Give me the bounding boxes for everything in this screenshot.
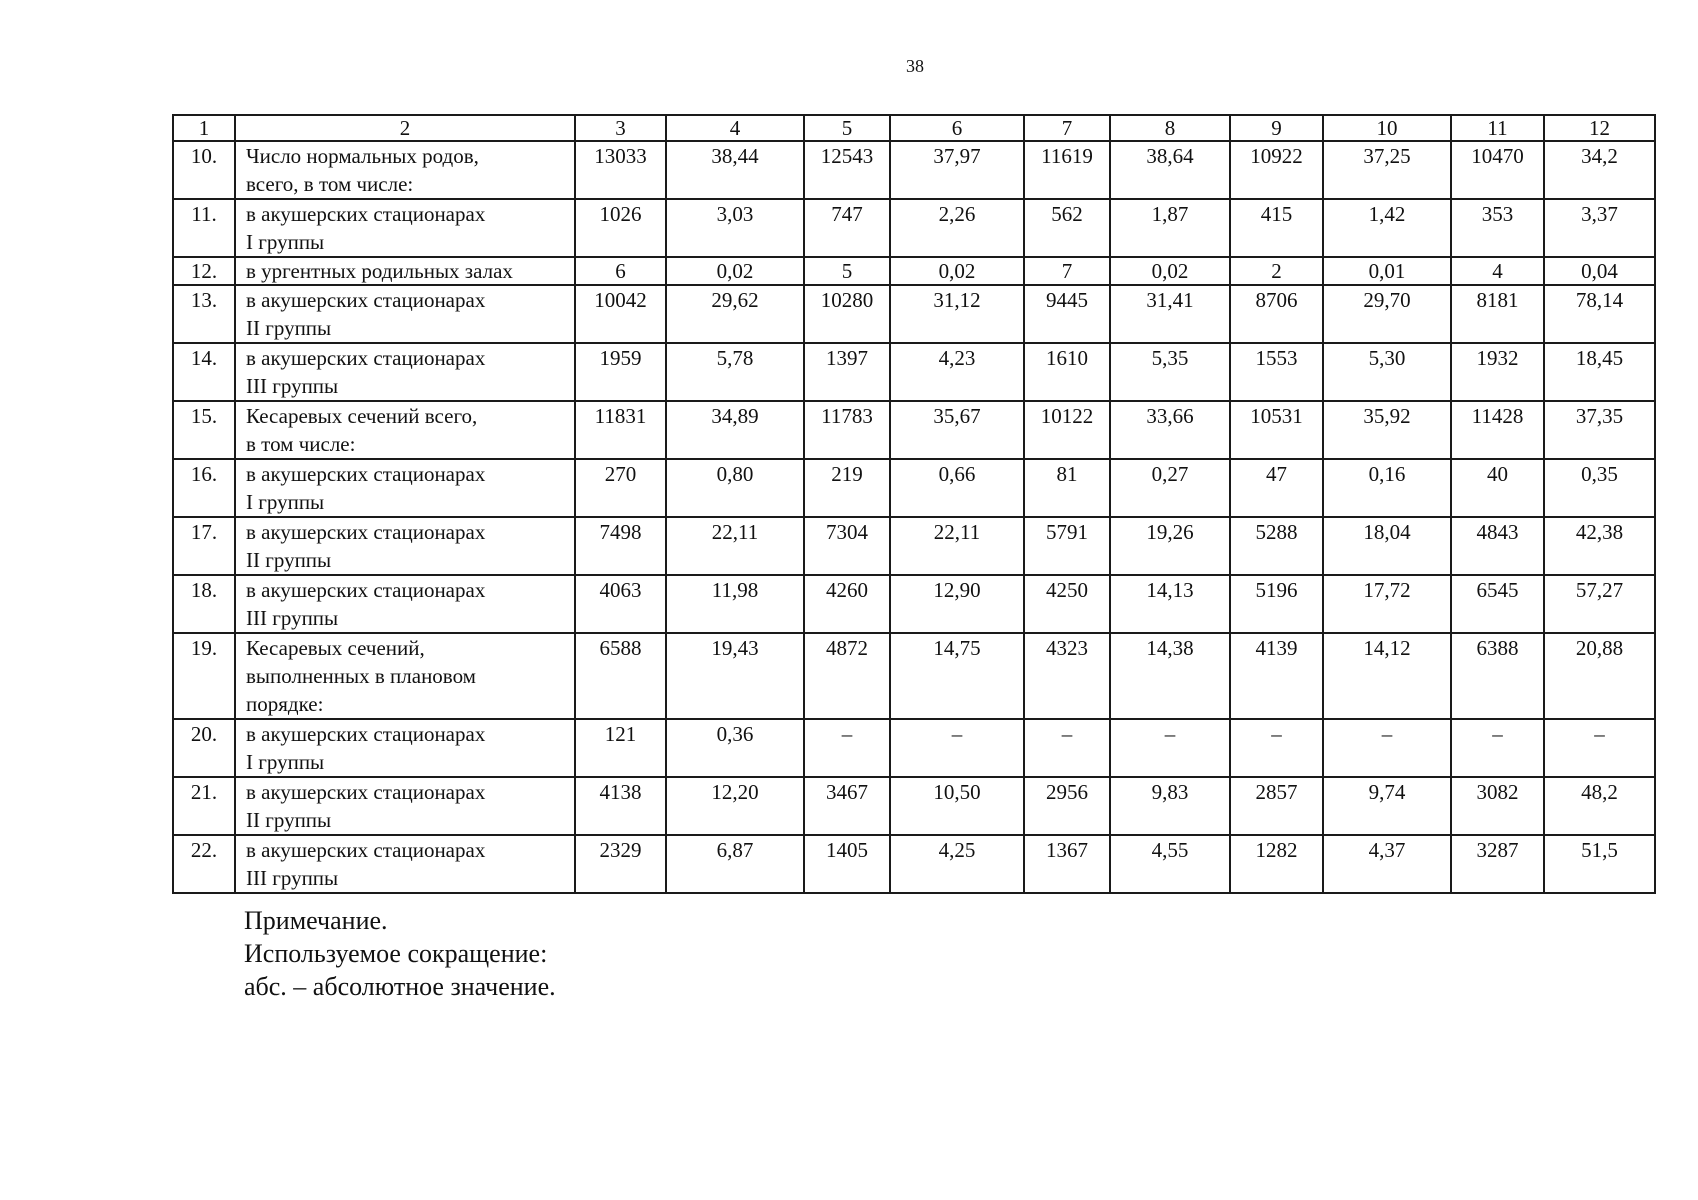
value-cell: 4063 xyxy=(575,575,666,633)
value-cell: 1026 xyxy=(575,199,666,257)
row-label-cell: в акушерских стационарах II группы xyxy=(235,777,575,835)
column-number-header: 4 xyxy=(666,115,804,141)
value-cell: 0,35 xyxy=(1544,459,1655,517)
value-cell: 33,66 xyxy=(1110,401,1230,459)
value-cell: 4843 xyxy=(1451,517,1544,575)
value-cell: 6 xyxy=(575,257,666,285)
page-number: 38 xyxy=(906,56,924,76)
row-number-cell: 19. xyxy=(173,633,235,719)
column-number-header: 11 xyxy=(1451,115,1544,141)
column-number-header: 9 xyxy=(1230,115,1323,141)
value-cell: 18,04 xyxy=(1323,517,1451,575)
value-cell: 0,27 xyxy=(1110,459,1230,517)
table-row xyxy=(173,401,1655,459)
table-row xyxy=(173,517,1655,575)
row-number-cell: 11. xyxy=(173,199,235,257)
row-number-cell: 13. xyxy=(173,285,235,343)
value-cell: 10280 xyxy=(804,285,890,343)
note-abbreviation-definition: абс. – абсолютное значение. xyxy=(244,972,556,1001)
value-cell: 29,70 xyxy=(1323,285,1451,343)
row-label-cell: в акушерских стационарах III группы xyxy=(235,343,575,401)
value-cell: 11619 xyxy=(1024,141,1110,199)
column-number-header: 6 xyxy=(890,115,1024,141)
column-number-header: 12 xyxy=(1544,115,1655,141)
value-cell: 3467 xyxy=(804,777,890,835)
value-cell: 1610 xyxy=(1024,343,1110,401)
column-number-header: 5 xyxy=(804,115,890,141)
value-cell: 0,80 xyxy=(666,459,804,517)
table-row xyxy=(173,257,1655,285)
table-header-row xyxy=(173,115,1655,141)
value-cell: 37,35 xyxy=(1544,401,1655,459)
value-cell: 5288 xyxy=(1230,517,1323,575)
note-abbreviation-heading: Используемое сокращение: xyxy=(244,939,548,968)
value-cell: 17,72 xyxy=(1323,575,1451,633)
value-cell: 11783 xyxy=(804,401,890,459)
column-number-header: 10 xyxy=(1323,115,1451,141)
value-cell: 2329 xyxy=(575,835,666,893)
row-label-cell: в акушерских стационарах I группы xyxy=(235,719,575,777)
value-cell: 6588 xyxy=(575,633,666,719)
value-cell: 10922 xyxy=(1230,141,1323,199)
value-cell: 0,02 xyxy=(666,257,804,285)
value-cell: 19,26 xyxy=(1110,517,1230,575)
value-cell: 5791 xyxy=(1024,517,1110,575)
value-cell: – xyxy=(1110,719,1230,777)
value-cell: 35,67 xyxy=(890,401,1024,459)
value-cell: 4323 xyxy=(1024,633,1110,719)
column-number-header: 2 xyxy=(235,115,575,141)
value-cell: 37,97 xyxy=(890,141,1024,199)
value-cell: 0,01 xyxy=(1323,257,1451,285)
row-label-cell: Кесаревых сечений всего, в том числе: xyxy=(235,401,575,459)
value-cell: 14,12 xyxy=(1323,633,1451,719)
row-number-cell: 21. xyxy=(173,777,235,835)
value-cell: 20,88 xyxy=(1544,633,1655,719)
value-cell: 8181 xyxy=(1451,285,1544,343)
value-cell: 0,16 xyxy=(1323,459,1451,517)
value-cell: 6,87 xyxy=(666,835,804,893)
row-number-cell: 18. xyxy=(173,575,235,633)
value-cell: 78,14 xyxy=(1544,285,1655,343)
value-cell: 3287 xyxy=(1451,835,1544,893)
table-row xyxy=(173,343,1655,401)
value-cell: 1932 xyxy=(1451,343,1544,401)
value-cell: 1553 xyxy=(1230,343,1323,401)
value-cell: 38,44 xyxy=(666,141,804,199)
value-cell: 0,02 xyxy=(890,257,1024,285)
value-cell: 1397 xyxy=(804,343,890,401)
value-cell: 37,25 xyxy=(1323,141,1451,199)
value-cell: 31,41 xyxy=(1110,285,1230,343)
value-cell: 22,11 xyxy=(890,517,1024,575)
value-cell: 5,35 xyxy=(1110,343,1230,401)
row-label-cell: в акушерских стационарах I группы xyxy=(235,459,575,517)
value-cell: 747 xyxy=(804,199,890,257)
row-number-cell: 12. xyxy=(173,257,235,285)
row-number-cell: 15. xyxy=(173,401,235,459)
value-cell: 0,66 xyxy=(890,459,1024,517)
value-cell: 12543 xyxy=(804,141,890,199)
value-cell: 48,2 xyxy=(1544,777,1655,835)
value-cell: 9,83 xyxy=(1110,777,1230,835)
value-cell: 5,78 xyxy=(666,343,804,401)
value-cell: 1,42 xyxy=(1323,199,1451,257)
value-cell: 562 xyxy=(1024,199,1110,257)
column-number-header: 1 xyxy=(173,115,235,141)
value-cell: 11428 xyxy=(1451,401,1544,459)
table-row xyxy=(173,285,1655,343)
value-cell: 6388 xyxy=(1451,633,1544,719)
value-cell: 4872 xyxy=(804,633,890,719)
value-cell: 9445 xyxy=(1024,285,1110,343)
value-cell: 5,30 xyxy=(1323,343,1451,401)
value-cell: – xyxy=(890,719,1024,777)
value-cell: 219 xyxy=(804,459,890,517)
value-cell: – xyxy=(1230,719,1323,777)
value-cell: 1367 xyxy=(1024,835,1110,893)
row-number-cell: 22. xyxy=(173,835,235,893)
value-cell: 10,50 xyxy=(890,777,1024,835)
row-number-cell: 16. xyxy=(173,459,235,517)
value-cell: 38,64 xyxy=(1110,141,1230,199)
value-cell: 9,74 xyxy=(1323,777,1451,835)
value-cell: 11831 xyxy=(575,401,666,459)
value-cell: 12,20 xyxy=(666,777,804,835)
value-cell: 14,38 xyxy=(1110,633,1230,719)
value-cell: 40 xyxy=(1451,459,1544,517)
value-cell: 11,98 xyxy=(666,575,804,633)
value-cell: 10042 xyxy=(575,285,666,343)
value-cell: 4138 xyxy=(575,777,666,835)
value-cell: 2,26 xyxy=(890,199,1024,257)
value-cell: 0,02 xyxy=(1110,257,1230,285)
value-cell: 270 xyxy=(575,459,666,517)
value-cell: 121 xyxy=(575,719,666,777)
value-cell: 47 xyxy=(1230,459,1323,517)
value-cell: 6545 xyxy=(1451,575,1544,633)
value-cell: 29,62 xyxy=(666,285,804,343)
table-row xyxy=(173,633,1655,719)
value-cell: 2857 xyxy=(1230,777,1323,835)
row-number-cell: 14. xyxy=(173,343,235,401)
value-cell: 42,38 xyxy=(1544,517,1655,575)
value-cell: 0,04 xyxy=(1544,257,1655,285)
row-label-cell: в акушерских стационарах III группы xyxy=(235,575,575,633)
value-cell: 34,89 xyxy=(666,401,804,459)
value-cell: 1405 xyxy=(804,835,890,893)
value-cell: 31,12 xyxy=(890,285,1024,343)
value-cell: 4,55 xyxy=(1110,835,1230,893)
value-cell: 7304 xyxy=(804,517,890,575)
value-cell: – xyxy=(804,719,890,777)
value-cell: 81 xyxy=(1024,459,1110,517)
value-cell: 10122 xyxy=(1024,401,1110,459)
value-cell: 2956 xyxy=(1024,777,1110,835)
column-number-header: 7 xyxy=(1024,115,1110,141)
value-cell: 14,75 xyxy=(890,633,1024,719)
value-cell: 10470 xyxy=(1451,141,1544,199)
value-cell: 4250 xyxy=(1024,575,1110,633)
row-number-cell: 10. xyxy=(173,141,235,199)
value-cell: 35,92 xyxy=(1323,401,1451,459)
value-cell: 8706 xyxy=(1230,285,1323,343)
row-label-cell: в акушерских стационарах II группы xyxy=(235,517,575,575)
row-label-cell: в ургентных родильных залах xyxy=(235,257,575,285)
table-row xyxy=(173,199,1655,257)
table-row xyxy=(173,835,1655,893)
table-row xyxy=(173,459,1655,517)
value-cell: 22,11 xyxy=(666,517,804,575)
value-cell: 10531 xyxy=(1230,401,1323,459)
value-cell: 4139 xyxy=(1230,633,1323,719)
value-cell: 57,27 xyxy=(1544,575,1655,633)
value-cell: 3082 xyxy=(1451,777,1544,835)
note-title: Примечание. xyxy=(244,906,388,935)
value-cell: 4 xyxy=(1451,257,1544,285)
row-label-cell: Кесаревых сечений, выполненных в плановом порядке: xyxy=(235,633,575,719)
value-cell: – xyxy=(1024,719,1110,777)
value-cell: 4260 xyxy=(804,575,890,633)
value-cell: 5196 xyxy=(1230,575,1323,633)
table-row xyxy=(173,141,1655,199)
value-cell: 4,37 xyxy=(1323,835,1451,893)
value-cell: 34,2 xyxy=(1544,141,1655,199)
value-cell: 13033 xyxy=(575,141,666,199)
value-cell: 3,37 xyxy=(1544,199,1655,257)
value-cell: 51,5 xyxy=(1544,835,1655,893)
row-label-cell: в акушерских стационарах II группы xyxy=(235,285,575,343)
table-row xyxy=(173,575,1655,633)
value-cell: 7498 xyxy=(575,517,666,575)
value-cell: 5 xyxy=(804,257,890,285)
value-cell: 7 xyxy=(1024,257,1110,285)
table-row xyxy=(173,777,1655,835)
value-cell: – xyxy=(1544,719,1655,777)
footnote xyxy=(244,904,556,1003)
value-cell: 1282 xyxy=(1230,835,1323,893)
value-cell: 3,03 xyxy=(666,199,804,257)
value-cell: 353 xyxy=(1451,199,1544,257)
value-cell: 19,43 xyxy=(666,633,804,719)
value-cell: 1,87 xyxy=(1110,199,1230,257)
value-cell: 12,90 xyxy=(890,575,1024,633)
value-cell: 4,23 xyxy=(890,343,1024,401)
value-cell: 1959 xyxy=(575,343,666,401)
row-number-cell: 17. xyxy=(173,517,235,575)
row-label-cell: Число нормальных родов, всего, в том числе: xyxy=(235,141,575,199)
value-cell: 0,36 xyxy=(666,719,804,777)
row-number-cell: 20. xyxy=(173,719,235,777)
value-cell: – xyxy=(1323,719,1451,777)
value-cell: 4,25 xyxy=(890,835,1024,893)
row-label-cell: в акушерских стационарах III группы xyxy=(235,835,575,893)
column-number-header: 8 xyxy=(1110,115,1230,141)
value-cell: 415 xyxy=(1230,199,1323,257)
value-cell: 18,45 xyxy=(1544,343,1655,401)
column-number-header: 3 xyxy=(575,115,666,141)
row-label-cell: в акушерских стационарах I группы xyxy=(235,199,575,257)
value-cell: 14,13 xyxy=(1110,575,1230,633)
value-cell: 2 xyxy=(1230,257,1323,285)
value-cell: – xyxy=(1451,719,1544,777)
statistics-table xyxy=(172,114,1656,894)
table-row xyxy=(173,719,1655,777)
